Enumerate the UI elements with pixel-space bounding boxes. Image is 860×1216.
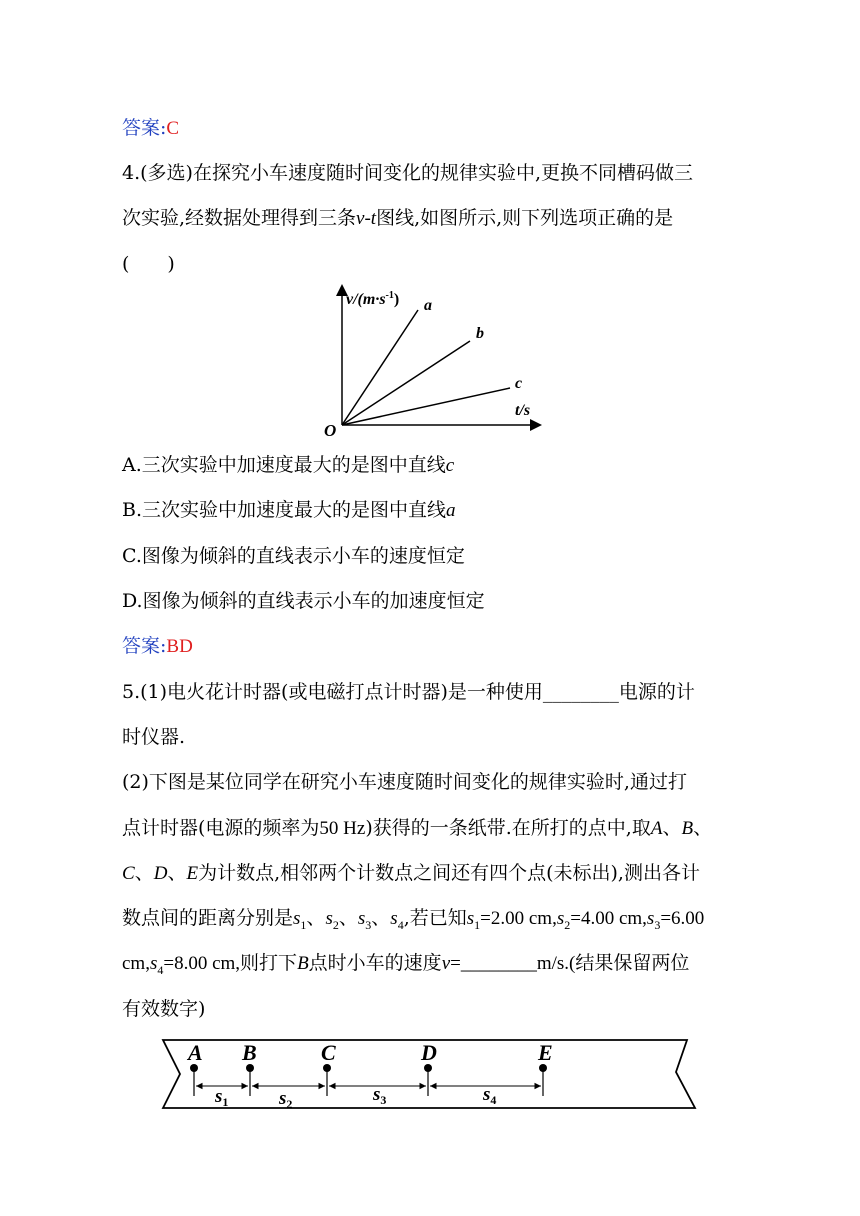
q4-text: 次实验,经数据处理得到三条 bbox=[122, 207, 357, 229]
option-c: C.图像为倾斜的直线表示小车的速度恒定 bbox=[122, 545, 465, 567]
label-c: c bbox=[515, 375, 523, 392]
tape-points bbox=[190, 1064, 547, 1096]
v-symbol: v bbox=[441, 953, 451, 974]
vt-symbol: v-t bbox=[356, 208, 377, 229]
separator: 、 bbox=[306, 907, 326, 929]
label-a: a bbox=[424, 297, 432, 314]
option-d: D.图像为倾斜的直线表示小车的加速度恒定 bbox=[122, 590, 485, 612]
point-b: B bbox=[297, 953, 309, 974]
option-b bbox=[122, 497, 456, 524]
s-symbol: s bbox=[293, 908, 301, 929]
segment-label-s4: $s_4$ bbox=[483, 1084, 497, 1107]
separator: 、 bbox=[693, 817, 713, 839]
q4-line-2 bbox=[122, 205, 673, 232]
s-symbol: s bbox=[646, 908, 655, 929]
graph-line-a bbox=[342, 310, 418, 425]
option-var: a bbox=[446, 500, 456, 521]
tape-label-b: B bbox=[242, 1040, 257, 1065]
s-symbol: s bbox=[357, 908, 366, 929]
answer-label: 答案: bbox=[122, 635, 167, 657]
answer-4 bbox=[122, 633, 193, 660]
graph-line-b bbox=[342, 341, 470, 425]
point-a: A bbox=[650, 818, 663, 839]
q5-p2-line-5: $cm,s_4=8.00$ cm,则打下B点时小车的速度v=________m/s.(结果保留两位 bbox=[122, 952, 690, 977]
q4-line-1: 4.(多选)在探究小车速度随时间变化的规律实验中,更换不同槽码做三 bbox=[122, 162, 693, 184]
s-symbol: s bbox=[149, 953, 158, 974]
segment-label-s2: $s_2$ bbox=[279, 1088, 293, 1111]
s-symbol: s bbox=[325, 908, 333, 929]
point-b: B bbox=[681, 818, 694, 839]
separator: 、 bbox=[662, 817, 682, 839]
q5-text: 数点间的距离分别是 bbox=[122, 907, 294, 929]
s-symbol: s bbox=[390, 908, 398, 929]
tape-label-a: A bbox=[188, 1040, 203, 1065]
s4-value: =8.00 cm,则打下 bbox=[163, 953, 298, 974]
separator: 、 bbox=[371, 907, 391, 929]
separator: 、 bbox=[338, 907, 358, 929]
point-d: D bbox=[153, 863, 168, 884]
tape-label-d: D bbox=[421, 1040, 437, 1065]
answer-value: C bbox=[166, 118, 180, 139]
y-axis-label: $v/(m\cdot s^{-1})$ bbox=[346, 290, 400, 308]
tape-label-c: C bbox=[321, 1040, 336, 1065]
q5-p2-line-1: (2)下图是某位同学在研究小车速度随时间变化的规律实验时,通过打 bbox=[122, 771, 687, 793]
q5-p2-line-4: 数点间的距离分别是$s_1$、$s_2$、$s_3$、$s_4$,若已知$s_1=2.00$ $cm,s_2=4.00$ $cm,s_3=6.00$ bbox=[122, 907, 705, 932]
frequency: 50 Hz bbox=[319, 818, 366, 839]
s3-value: =6.00 bbox=[660, 908, 705, 929]
point-c: C bbox=[122, 863, 135, 884]
q5-p1-line-2: 时仪器. bbox=[122, 726, 186, 748]
segment-label-s1: $s_1$ bbox=[215, 1086, 229, 1109]
origin-label: O bbox=[324, 421, 337, 440]
q5-p2-line-3 bbox=[122, 860, 700, 887]
q5-p2-line-2 bbox=[122, 815, 712, 842]
q5-p1-line-1: 5.(1)电火花计时器(或电磁打点计时器)是一种使用________电源的计 bbox=[122, 681, 695, 703]
label-b: b bbox=[476, 325, 484, 342]
x-axis-label: t/s bbox=[515, 402, 531, 419]
option-text: A.三次实验中加速度最大的是图中直线 bbox=[122, 454, 446, 476]
q5-p2-line-6: 有效数字) bbox=[122, 998, 206, 1020]
q5-text: 点计时器(电源的频率为 bbox=[122, 817, 320, 839]
tape-label-e: E bbox=[538, 1040, 553, 1065]
option-var: c bbox=[445, 455, 455, 476]
q5-text: 为计数点,相邻两个计数点之间还有四个点(未标出),测出各计 bbox=[198, 862, 700, 884]
answer-3 bbox=[122, 115, 179, 142]
segment-label-s3: $s_3$ bbox=[373, 1084, 387, 1107]
paper-tape-diagram bbox=[158, 1032, 703, 1114]
s2-value: =4.00 cm, bbox=[570, 908, 647, 929]
answer-value: BD bbox=[166, 636, 193, 657]
q4-bracket: ( ) bbox=[122, 253, 175, 275]
s1-value: =2.00 cm, bbox=[480, 908, 557, 929]
s-symbol: s bbox=[466, 908, 475, 929]
q5-text: 点时小车的速度 bbox=[308, 952, 442, 974]
option-a bbox=[122, 452, 454, 479]
graph-line-c bbox=[342, 388, 510, 425]
option-text: B.三次实验中加速度最大的是图中直线 bbox=[122, 499, 447, 521]
q4-text: 图线,如图所示,则下列选项正确的是 bbox=[376, 207, 674, 229]
point-e: E bbox=[186, 863, 199, 884]
s-symbol: s bbox=[556, 908, 565, 929]
q5-text: )获得的一条纸带.在所打的点中,取 bbox=[365, 817, 651, 839]
q5-text: =________m/s.(结果保留两位 bbox=[450, 953, 690, 974]
vt-graph bbox=[318, 280, 548, 440]
separator: 、 bbox=[167, 862, 187, 884]
answer-label: 答案: bbox=[122, 117, 167, 139]
q5-text: ,若已知 bbox=[403, 907, 467, 929]
unit-cm: cm, bbox=[122, 953, 150, 974]
separator: 、 bbox=[134, 862, 154, 884]
